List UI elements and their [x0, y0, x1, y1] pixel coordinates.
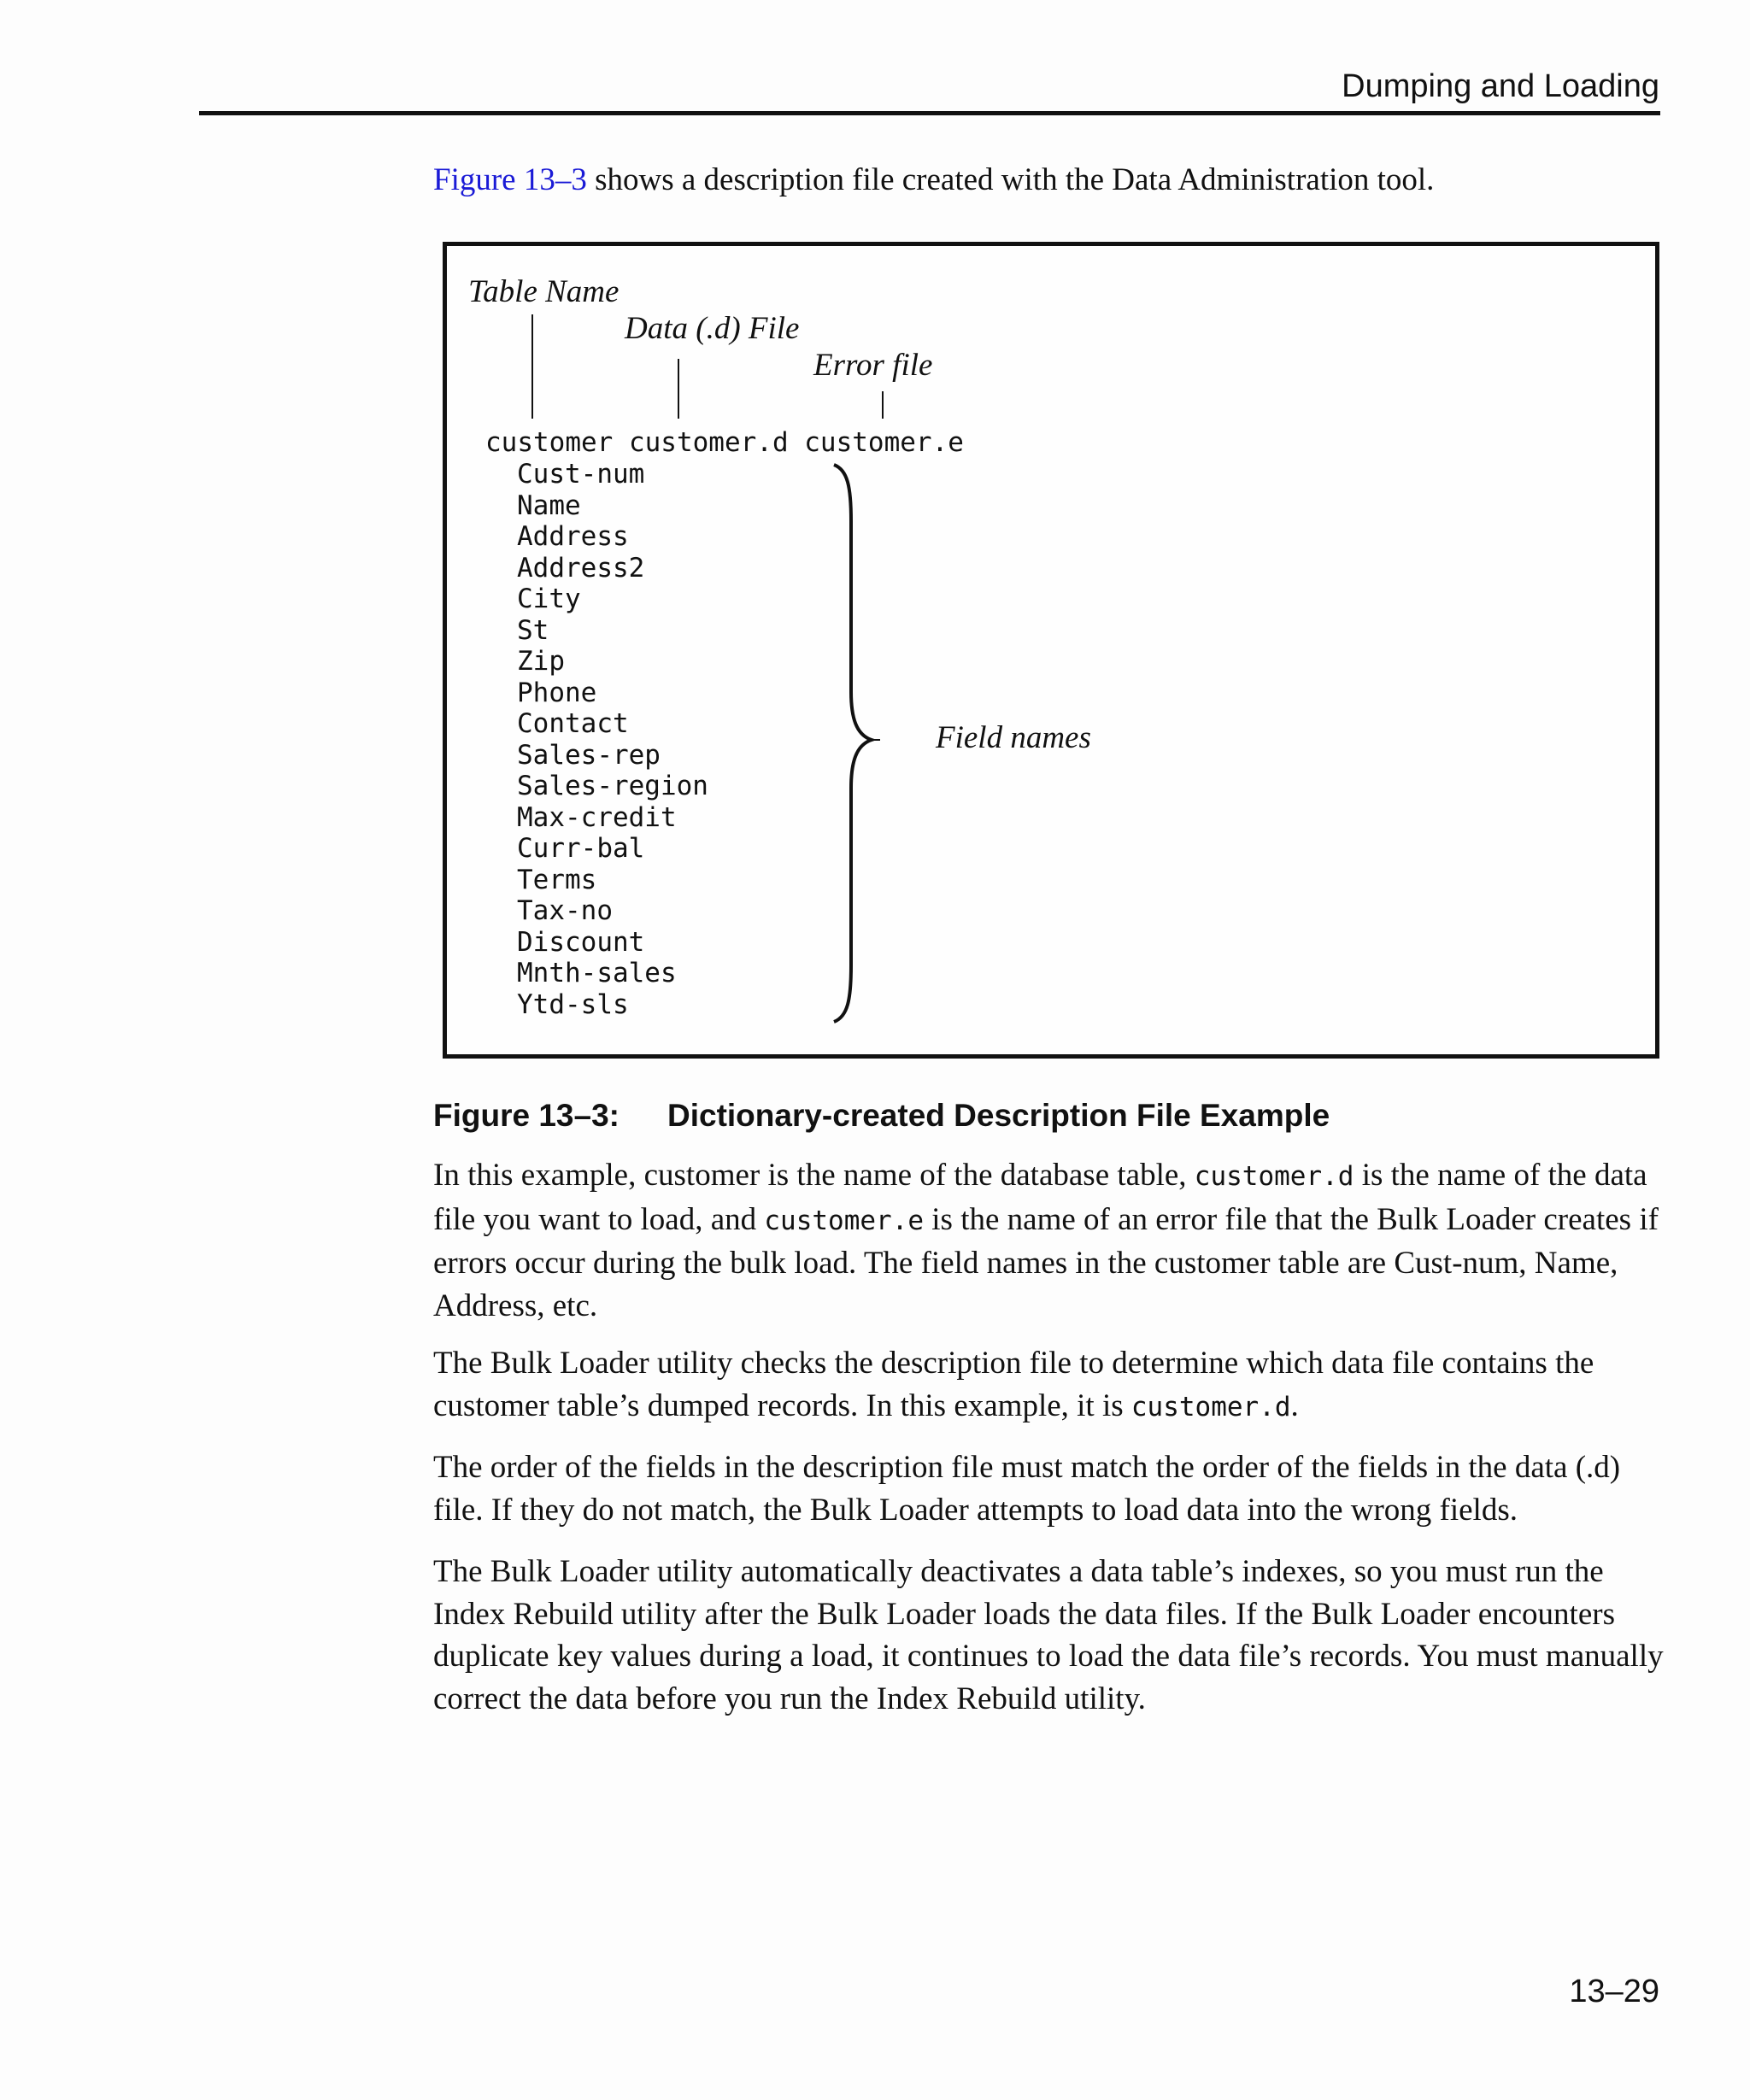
inline-code: customer.e [764, 1205, 925, 1236]
leader-line-table-name [531, 314, 533, 419]
description-first-line: customer customer.d customer.e [485, 427, 964, 458]
p1-text-c: is the name of an error file that the Bulk Loader creates if errors occur during the bulk load. The field names in the customer table are Cust-num, Name, Address, etc. [433, 1201, 1659, 1323]
field-name: Name [517, 490, 581, 521]
page-number: 13–29 [1569, 1974, 1659, 2009]
leader-line-data-file [678, 359, 679, 419]
field-name: Zip [517, 646, 565, 677]
p1-text-b: is the name of the data file you want to load, and [433, 1158, 1647, 1237]
callout-data-file: Data (.d) File [625, 311, 800, 346]
callout-error-file: Error file [813, 348, 933, 383]
p1-text-a: In this example, customer is the name of the database table, [433, 1158, 1195, 1193]
field-name: Cust-num [517, 459, 645, 490]
header-rule [199, 111, 1660, 115]
field-name: Discount [517, 926, 645, 958]
field-name: Max-credit [517, 801, 677, 833]
field-name: Sales-rep [517, 739, 661, 771]
field-name: Curr-bal [517, 833, 645, 864]
p2-text-b: . [1290, 1387, 1299, 1423]
field-name: Ytd-sls [517, 988, 629, 1020]
inline-code: customer.d [1130, 1391, 1291, 1422]
field-name: Sales-region [517, 771, 708, 801]
field-name: St [517, 614, 549, 646]
field-name: Terms [517, 864, 597, 895]
callout-field-names: Field names [936, 720, 1091, 755]
intro-paragraph [433, 161, 1664, 200]
p2-text-a: The Bulk Loader utility checks the description file to determine which data file contains the customer table’s dumped records. In this example, it is [433, 1346, 1594, 1423]
field-name: Phone [517, 677, 597, 708]
body-paragraph-4: The Bulk Loader utility automatically deactivates a data table’s indexes, so you must run the Index Rebuild utility after the Bulk Loader loads the data files. If the Bulk Loader encounters duplicate key values during a load, it continues to load the data file’s records. You must manually correct the data before you run the Index Rebuild utility. [433, 1554, 1664, 1716]
body-paragraph-3: The order of the fields in the description file must match the order of the fields in the data (.d) file. If they do not match, the Bulk Loader attempts to load data into the wrong fields. [433, 1450, 1621, 1528]
inline-code: customer.d [1194, 1161, 1354, 1192]
figure-caption [433, 1098, 1330, 1134]
field-list [517, 459, 708, 1020]
page-header-title: Dumping and Loading [1342, 68, 1659, 104]
field-name: Mnth-sales [517, 958, 677, 988]
body-paragraph-2 [433, 1342, 1664, 1428]
caption-number: Figure 13–3: [433, 1098, 620, 1133]
curly-brace [831, 461, 882, 1025]
leader-line-error-file [882, 391, 884, 419]
callout-table-name: Table Name [468, 274, 620, 309]
field-name: Tax-no [517, 895, 613, 926]
figure-link[interactable]: Figure 13–3 [433, 162, 587, 197]
caption-title: Dictionary-created Description File Example [667, 1098, 1330, 1133]
field-name: Address [517, 521, 629, 552]
field-name: City [517, 584, 581, 614]
field-name: Address2 [517, 552, 645, 584]
field-name: Contact [517, 708, 629, 739]
body-paragraph-1 [433, 1154, 1664, 1327]
intro-text: shows a description file created with the Data Administration tool. [586, 162, 1435, 197]
